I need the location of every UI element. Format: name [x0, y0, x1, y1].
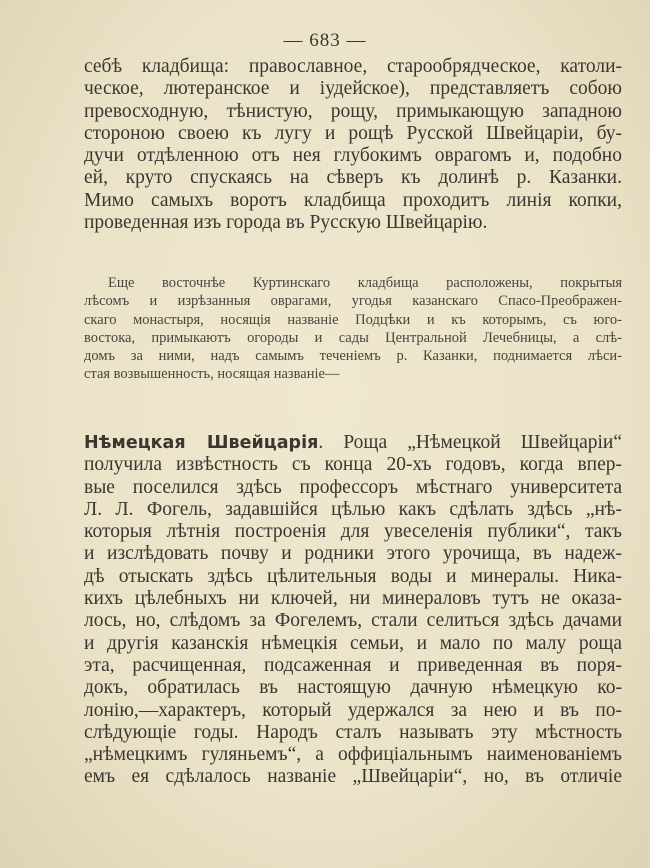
text-line: дучи отдѣленною отъ нея глубокимъ оврагомъ и, подобно [84, 145, 622, 167]
text-line: себѣ кладбища: православное, старообрядческое, католи- [84, 56, 622, 77]
text-line: стая возвышенность, носящая названіе— [84, 366, 340, 383]
text-line: востока, примыкаютъ огороды и сады Центральной Лечебницы, а слѣ- [84, 329, 622, 346]
text-line: эта, расчищенная, подсаженная и приведенная въ поря- [84, 654, 622, 676]
text-line: лѣсомъ и изрѣзанныя оврагами, угодья казанскаго Спасо-Преображен- [84, 293, 622, 310]
text-line: получила извѣстность съ конца 20-хъ годовъ, когда впер- [84, 454, 622, 476]
text-line: скаго монастыря, носящія названіе Подцѣки и къ которымъ, съ юго- [84, 311, 622, 328]
paragraph-small-print [84, 274, 622, 384]
text-line: Л. Л. Фогель, задавшійся цѣлью какъ сдѣлать здѣсь „нѣ- [84, 498, 622, 520]
text-line: ческое, лютеранское и іудейское), представляетъ собою [84, 78, 622, 100]
paragraph-cemetery [84, 56, 622, 234]
page-number: — 683 — [283, 30, 367, 51]
text-line: вые поселился здѣсь профессоръ мѣстнаго университета [84, 476, 622, 498]
text-line: домъ за ними, надъ самымъ теченіемъ р. Казанки, поднимается лѣси- [84, 348, 622, 365]
text-line: ей, круто спускаясь на сѣверъ къ долинѣ р. Казанки. [84, 167, 622, 189]
text-line: проведенная изъ города въ Русскую Швейцарію. [84, 212, 488, 234]
text-line: стороною своею къ лугу и рощѣ Русской Швейцаріи, бу- [84, 122, 622, 144]
text-line: Мимо самыхъ воротъ кладбища проходитъ линія копки, [84, 189, 622, 211]
text-line: докъ, обратилась въ настоящую дачную нѣмецкую ко- [84, 677, 622, 699]
text-line: и изслѣдовать почву и родники этого урочища, въ надеж- [84, 543, 622, 565]
text-line: „нѣмецкимъ гуляньемъ“, а оффиціальнымъ наименованіемъ [84, 744, 622, 766]
text-line: которыя лѣтнія построенія для увеселенія публики“, такъ [84, 521, 622, 543]
text-line: Еще восточнѣе Куртинскаго кладбища расположены, покрытыя [108, 275, 622, 291]
text-line: емъ ея сдѣлалось названіе „Швейцаріи“, но, въ отличіе [84, 766, 622, 788]
text-line: превосходную, тѣнистую, рощу, примыкающую западною [84, 100, 622, 122]
section-heading: Нѣмецкая Швейцарія [84, 433, 319, 453]
text-line: и другія казанскія нѣмецкія семьи, и мало по малу роща [84, 632, 622, 654]
paragraph-german-switzerland [84, 432, 622, 789]
text-line: слѣдующіе годы. Народъ сталъ называть эту мѣстность [84, 721, 622, 743]
text-line: лонію,—характеръ, который удержался за нею и въ по- [84, 699, 622, 721]
text-fragment: . Роща „Нѣмецкой Швейцаріи“ [318, 432, 622, 453]
text-line: лось, но, слѣдомъ за Фогелемъ, стали селиться здѣсь дачами [84, 610, 622, 632]
text-line: кихъ цѣлебныхъ ни ключей, ни минераловъ тутъ не оказа- [84, 588, 622, 610]
text-line [84, 432, 622, 454]
text-line: дѣ отыскать здѣсь цѣлительныя воды и минералы. Ника- [84, 565, 622, 587]
